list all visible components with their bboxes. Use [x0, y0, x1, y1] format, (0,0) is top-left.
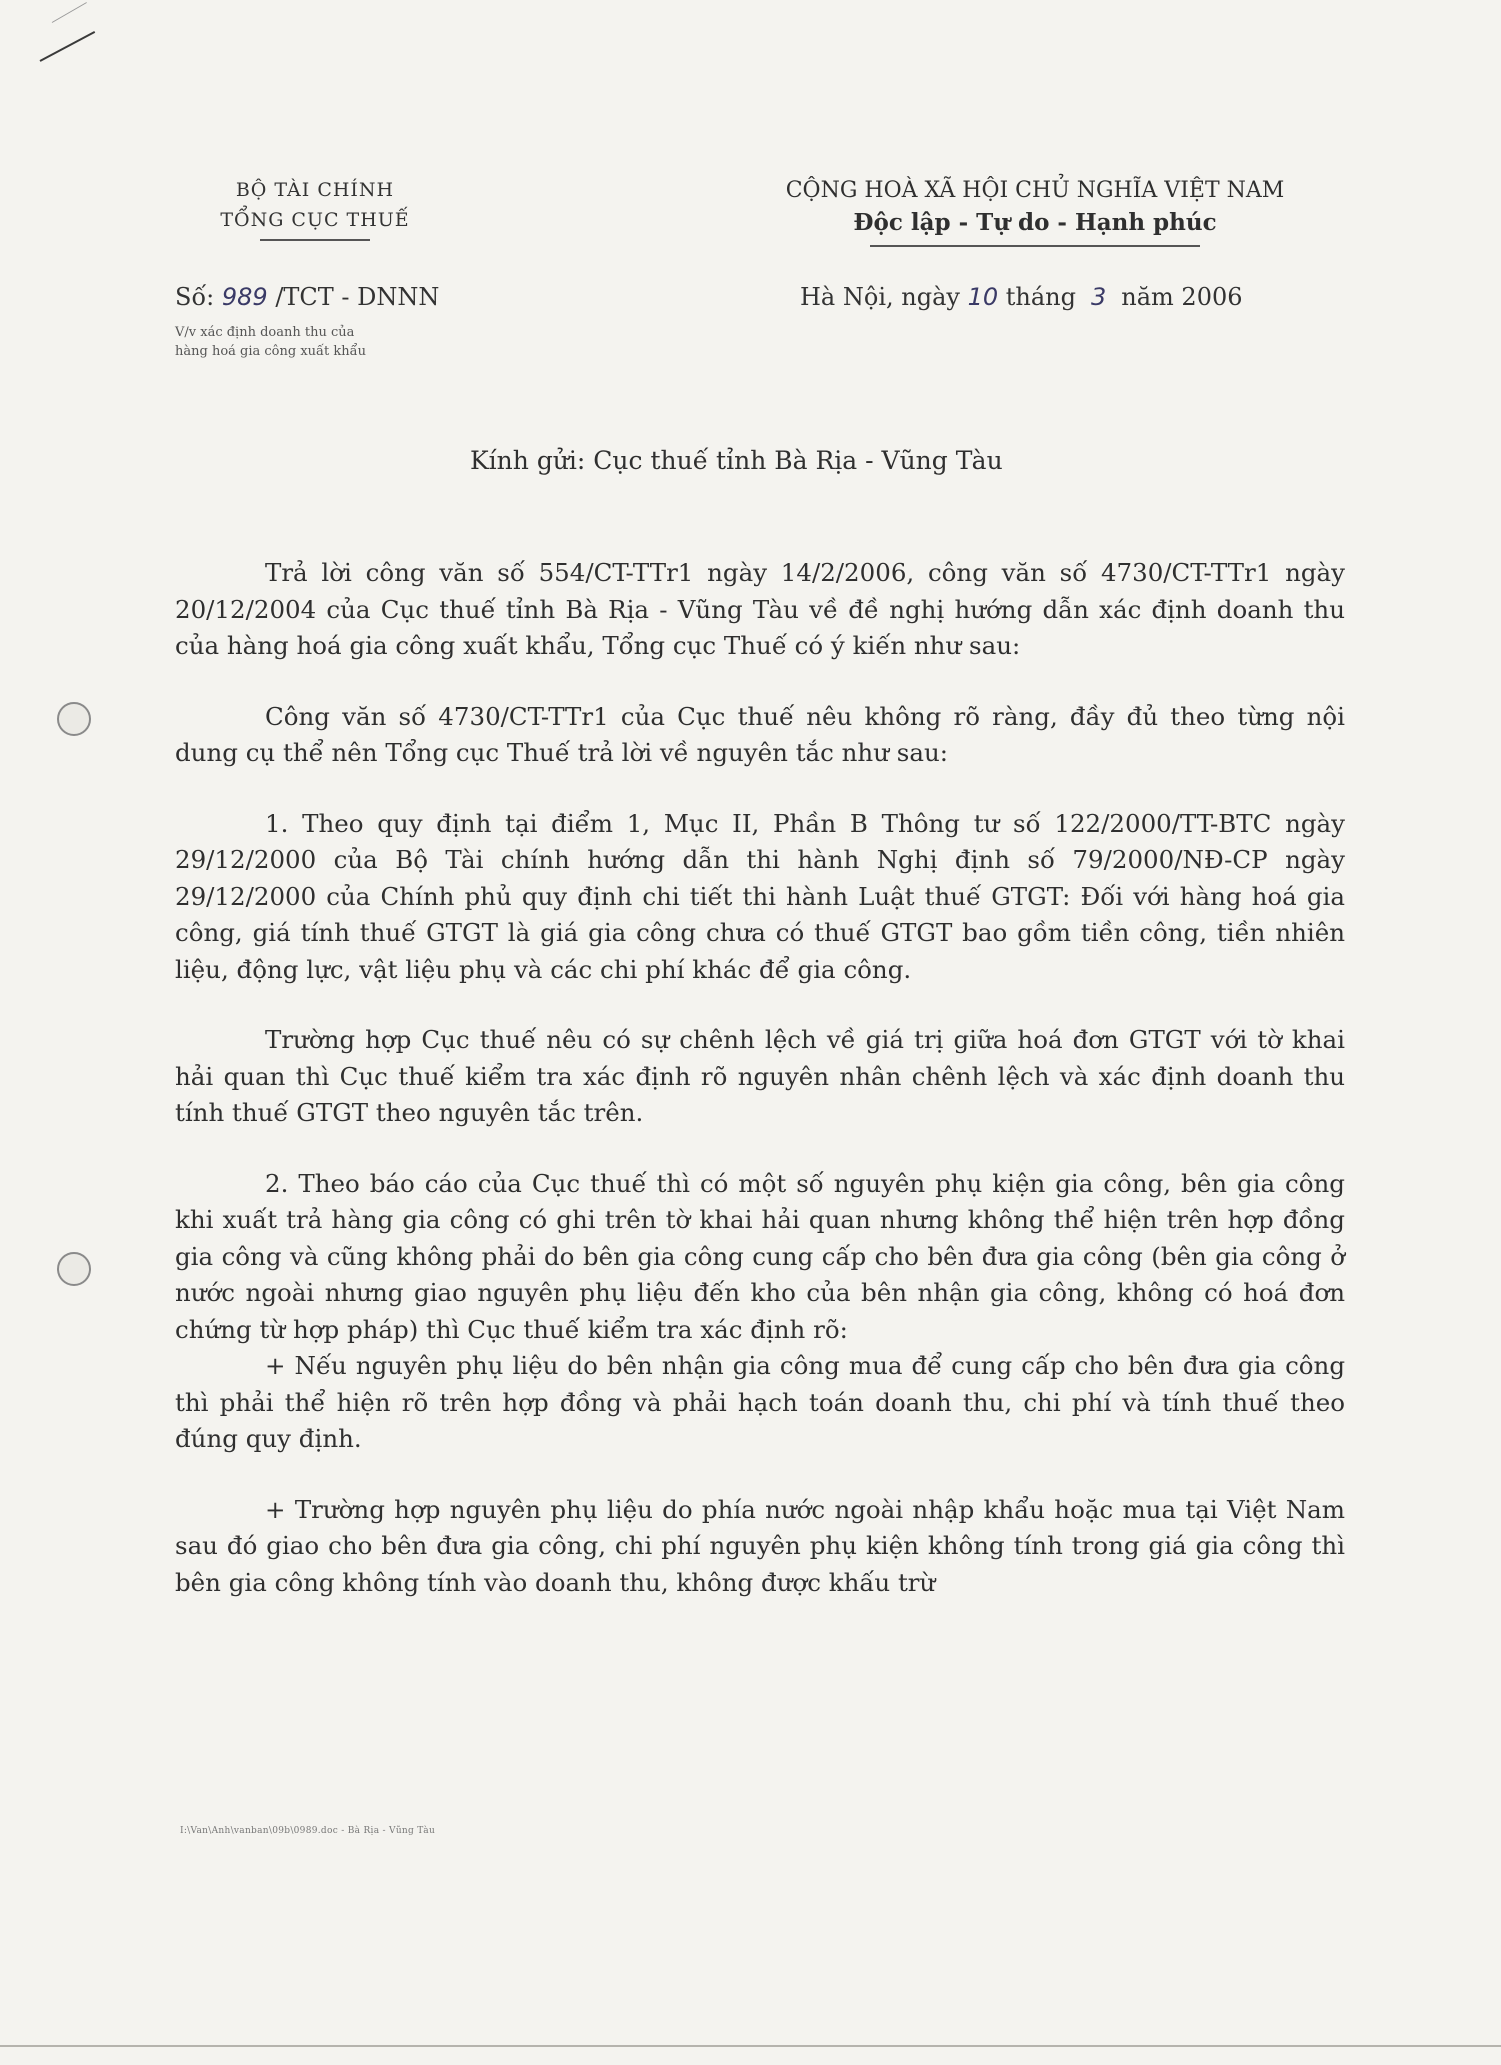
- document-date: [800, 283, 1243, 311]
- ministry-name: BỘ TÀI CHÍNH: [235, 179, 395, 201]
- scan-bottom-edge: [0, 2045, 1501, 2047]
- body-paragraph: + Trường hợp nguyên phụ liệu do phía nước ngoài nhập khẩu hoặc mua tại Việt Nam sau đó giao cho bên đưa gia công, chi phí nguyên phụ kiện không tính trong giá gia công thì bên gia công không tính vào doanh thu, không được khấu trừ: [175, 1494, 1345, 1597]
- so-label: Số:: [175, 283, 215, 311]
- motto-underline: [870, 245, 1200, 247]
- punch-hole-lower: [57, 1252, 91, 1286]
- body-paragraph: Trường hợp Cục thuế nêu có sự chênh lệch về giá trị giữa hoá đơn GTGT với tờ khai hải quan thì Cục thuế kiểm tra xác định rõ nguyên nhân chênh lệch và xác định doanh thu tính thuế GTGT theo nguyên tắc trên.: [175, 1025, 1345, 1127]
- subject-line: [175, 323, 505, 361]
- handwritten-day: 10: [967, 283, 999, 311]
- nation-name: CỘNG HOÀ XÃ HỘI CHỦ NGHĨA VIỆT NAM: [785, 178, 1285, 203]
- subject-line-1: V/v xác định doanh thu của: [175, 325, 355, 340]
- document-number: [175, 283, 439, 311]
- handwritten-number: 989: [221, 283, 268, 311]
- body-paragraph: Trả lời công văn số 554/CT-TTr1 ngày 14/2/2006, công văn số 4730/CT-TTr1 ngày 20/12/2004 của Cục thuế tỉnh Bà Rịa - Vũng Tàu về đề nghị hướng dẫn xác định doanh thu của hàng hoá gia công xuất khẩu, Tổng cục Thuế có ý kiến như sau:: [175, 558, 1345, 660]
- body-paragraph: 1. Theo quy định tại điểm 1, Mục II, Phần B Thông tư số 122/2000/TT-BTC ngày 29/12/2000 của Bộ Tài chính hướng dẫn thi hành Nghị định số 79/2000/NĐ-CP ngày 29/12/2000 của Chính phủ quy định chi tiết thi hành Luật thuế GTGT: Đối với hàng hoá gia công, giá tính thuế GTGT là giá gia công chưa có thuế GTGT bao gồm tiền công, tiền nhiên liệu, động lực, vật liệu phụ và các chi phí khác để gia công.: [175, 808, 1345, 984]
- letter-body: [175, 555, 1345, 1601]
- date-year: năm 2006: [1121, 283, 1243, 311]
- issuer-header: [175, 175, 455, 241]
- department-name: TỔNG CỤC THUẾ: [220, 209, 410, 231]
- issuer-underline: [260, 239, 370, 241]
- scan-stroke-mark: [40, 31, 96, 62]
- file-path-footer: I:\Van\Anh\vanban\09b\0989.doc - Bà Rịa - Vũng Tàu: [180, 1826, 436, 1836]
- subject-line-2: hàng hoá gia công xuất khẩu: [175, 344, 366, 359]
- handwritten-month: 3: [1091, 283, 1107, 311]
- recipient-line: Kính gửi: Cục thuế tỉnh Bà Rịa - Vũng Tàu: [470, 446, 1003, 475]
- body-paragraph: 2. Theo báo cáo của Cục thuế thì có một số nguyên phụ kiện gia công, bên gia công khi xuất trả hàng gia công có ghi trên tờ khai hải quan nhưng không thể hiện trên hợp đồng gia công và cũng không phải do bên gia công cung cấp cho bên đưa gia công (bên gia công ở nước ngoài nhưng giao nguyên phụ liệu đến kho của bên nhận gia công, không có hoá đơn chứng từ hợp pháp) thì Cục thuế kiểm tra xác định rõ:: [175, 1168, 1345, 1344]
- national-motto: Độc lập - Tự do - Hạnh phúc: [853, 209, 1217, 236]
- national-header: [690, 175, 1380, 247]
- punch-hole-upper: [57, 702, 91, 736]
- date-month-label: tháng: [1005, 283, 1076, 311]
- body-paragraph: Công văn số 4730/CT-TTr1 của Cục thuế nêu không rõ ràng, đầy đủ theo từng nội dung cụ thể nên Tổng cục Thuế trả lời về nguyên tắc như sau:: [175, 701, 1345, 767]
- body-paragraph: + Nếu nguyên phụ liệu do bên nhận gia công mua để cung cấp cho bên đưa gia công thì phải thể hiện rõ trên hợp đồng và phải hạch toán doanh thu, chi phí và tính thuế theo đúng quy định.: [175, 1351, 1345, 1453]
- scan-stroke-mark-faint: [52, 2, 87, 23]
- so-suffix: /TCT - DNNN: [275, 283, 440, 311]
- date-place: Hà Nội, ngày: [800, 283, 960, 311]
